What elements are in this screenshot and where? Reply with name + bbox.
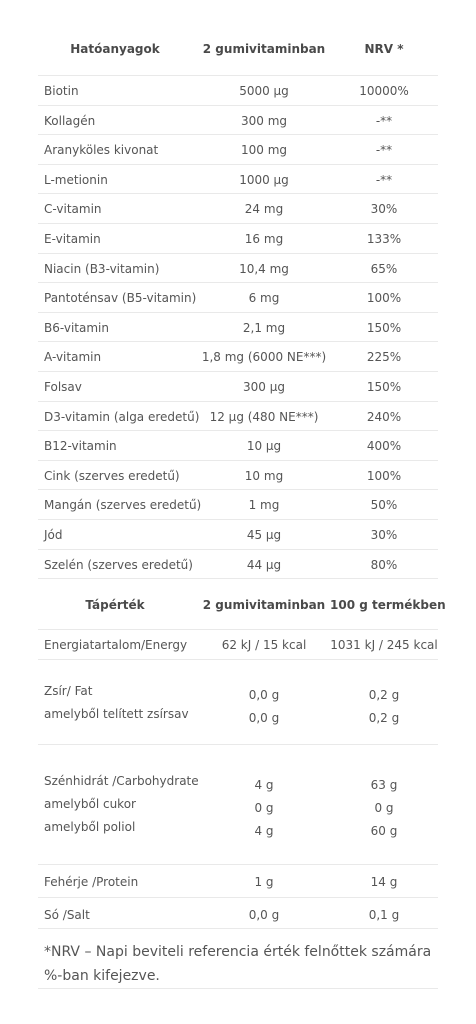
row-name: Energiatartalom/Energy [44,638,188,652]
row-amount: 1 mg [248,498,280,513]
row-name: Fehérje /Protein [44,875,139,889]
row-amount: 5000 µg [239,84,289,98]
row-nrv: 150% [366,320,402,335]
row-name: E-vitamin [44,232,101,246]
row-amount: 10,4 mg [239,261,289,276]
header-per-2-gummies: 2 gumivitaminban [202,42,326,56]
header-per-100g: 100 g termékben [330,598,446,612]
table-row [38,660,438,745]
row-nrv: 240% [366,409,402,424]
row-name: Biotin [44,84,79,98]
row-amount: 16 mg [244,232,284,246]
row-name: Zsír/ Fat [44,684,93,698]
table-row [38,342,438,372]
row-per-100g: 0,2 g [368,711,400,725]
row-nrv: 100% [366,468,402,483]
row-nrv: 50% [370,498,398,513]
row-name: Szénhidrát /Carbohydrate [44,774,199,788]
row-amount: 1000 µg [239,172,289,187]
table2-header [38,584,446,630]
row-name: amelyből cukor [44,797,136,811]
row-name: Pantoténsav (B5-vitamin) [44,291,197,306]
row-name: A-vitamin [44,350,102,365]
row-name: Folsav [44,380,82,394]
table-row [38,865,438,898]
table-row [38,194,438,224]
row-per-2: 0,0 g [248,908,280,922]
table-row [38,76,438,106]
row-name: Mangán (szerves eredetű) [44,498,202,513]
row-nrv: 30% [370,202,398,217]
row-amount: 2,1 mg [242,320,286,335]
row-amount: 300 mg [240,113,288,128]
row-nrv: 400% [366,439,402,454]
table-row [38,520,438,550]
row-per-100g: 63 g [370,778,398,792]
table-row [38,224,438,254]
row-per-2: 62 kJ / 15 kcal [221,638,307,652]
row-name: amelyből telített zsírsav [44,707,189,721]
row-nrv: 10000% [359,84,409,98]
row-name: L-metionin [44,172,108,187]
row-per-2: 0,0 g [248,688,280,702]
row-amount: 44 µg [246,557,282,572]
row-per-100g: 1031 kJ / 245 kcal [330,638,438,652]
table-row [38,402,438,432]
table-row [38,490,438,520]
row-amount: 300 µg [243,380,285,394]
table-row [38,135,438,165]
header-ingredients: Hatóanyagok [70,42,160,56]
row-nrv: 225% [366,350,402,365]
row-name: Kollagén [44,113,96,128]
header-nrv: NRV * [364,42,404,56]
row-name: Só /Salt [44,908,90,922]
row-name: Szelén (szerves eredetű) [44,557,193,572]
table-row [38,283,438,313]
table-row [38,106,438,136]
row-nrv: 100% [366,291,402,306]
row-per-2: 0 g [254,801,274,815]
row-nrv: 30% [370,528,398,542]
table-row [38,313,438,343]
table-row [38,898,438,929]
row-per-100g: 0,2 g [368,688,400,702]
row-per-2: 4 g [254,778,274,792]
row-per-100g: 0 g [374,801,394,815]
row-amount: 10 mg [244,468,284,483]
row-amount: 1,8 mg (6000 NE***) [201,350,327,365]
header-per-2-gummies-2: 2 gumivitaminban [202,598,326,612]
row-amount: 6 mg [248,291,280,306]
row-per-2: 4 g [254,824,274,838]
table-row [38,372,438,402]
table-row [38,745,438,865]
row-amount: 10 µg [246,439,282,454]
row-per-2: 0,0 g [248,711,280,725]
row-per-100g: 60 g [370,824,398,838]
table-row [38,254,438,284]
row-amount: 24 mg [244,202,284,217]
row-amount: 100 mg [240,143,288,158]
row-per-100g: 14 g [370,875,398,889]
row-nrv: 150% [366,380,402,394]
row-nrv: -** [375,143,393,158]
row-nrv: -** [375,172,393,187]
table-row [38,431,438,461]
footnote-divider [38,988,438,989]
table1-header [38,34,438,76]
row-name: Niacin (B3-vitamin) [44,261,160,276]
header-nutrition: Tápérték [85,598,145,612]
row-name: D3-vitamin (alga eredetű) [44,409,200,424]
row-amount: 12 µg (480 NE***) [209,409,319,424]
table-row [38,461,438,491]
row-per-100g: 0,1 g [368,908,400,922]
footnote: *NRV – Napi beviteli referencia érték felnőttek számára %-ban kifejezve. [44,944,432,984]
row-amount: 45 µg [246,528,282,542]
row-name: B6-vitamin [44,320,109,335]
row-nrv: -** [375,113,393,128]
row-name: B12-vitamin [44,439,117,454]
row-name: C-vitamin [44,202,102,217]
row-name: Jód [44,528,63,542]
row-nrv: 80% [370,557,398,572]
row-nrv: 133% [366,232,402,246]
row-name: Cink (szerves eredetű) [44,468,180,483]
table-row [38,165,438,195]
table-row [38,550,438,580]
row-name: Aranyköles kivonat [44,143,159,158]
row-name: amelyből poliol [44,820,136,834]
row-nrv: 65% [370,261,398,276]
row-per-2: 1 g [254,875,274,889]
table-row [38,630,438,660]
